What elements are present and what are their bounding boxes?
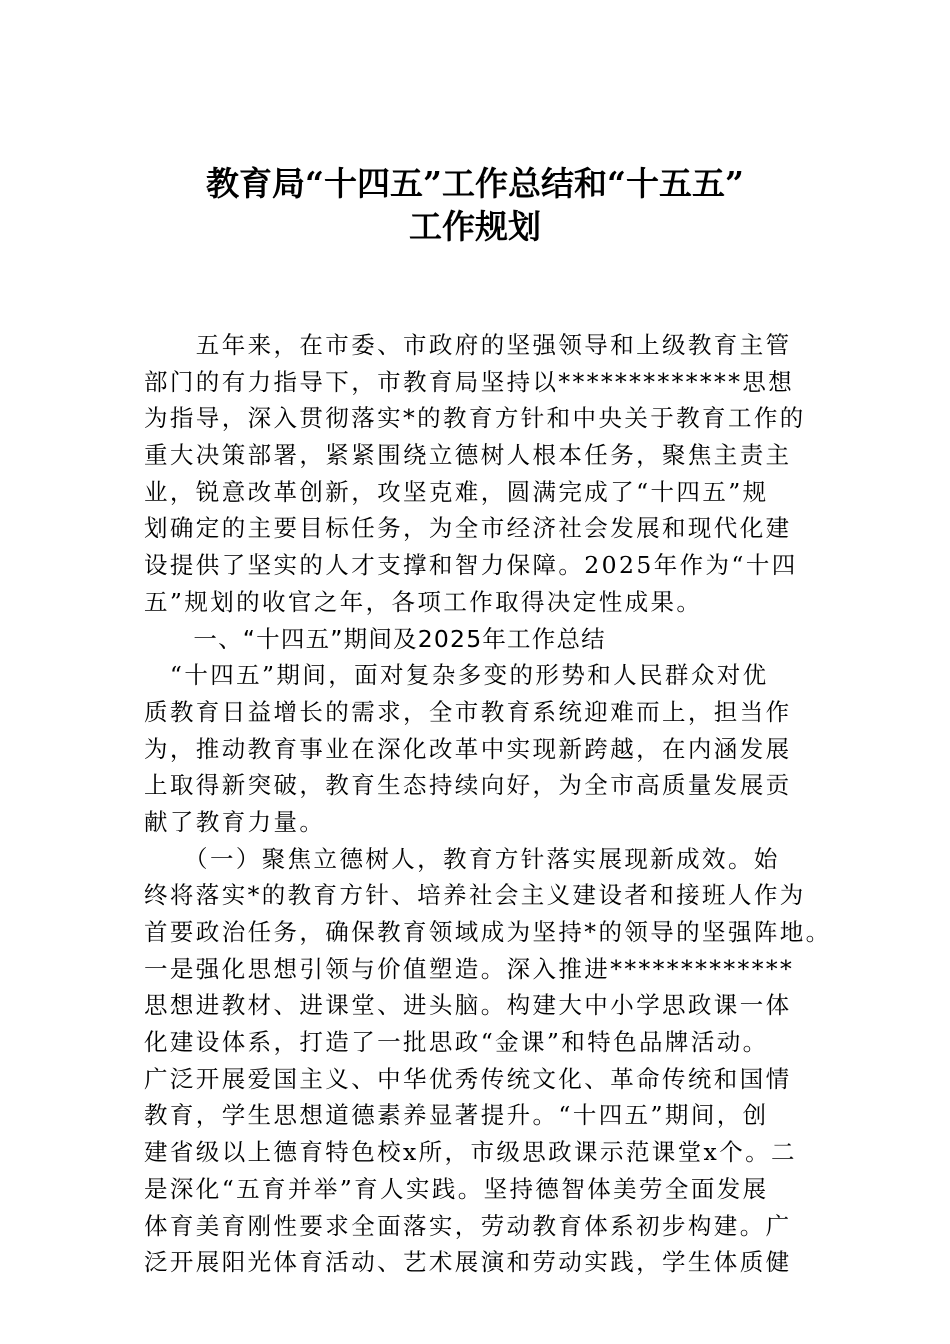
body-line: 划确定的主要目标任务，为全市经济社会发展和现代化建 [144, 514, 792, 543]
body-line: 思想进教材、进课堂、进头脑。构建大中小学思政课一体 [144, 991, 792, 1020]
document-title-line-1: 教育局“十四五”工作总结和“十五五” [206, 164, 744, 203]
body-line: 化建设体系，打造了一批思政“金课”和特色品牌活动。 [144, 1028, 769, 1057]
document-body [144, 327, 844, 1281]
body-line: 终将落实*的教育方针、培养社会主义建设者和接班人作为 [144, 881, 806, 910]
body-line: 一是强化思想引领与价值塑造。深入推进************* [144, 954, 795, 983]
body-line: 献了教育力量。 [144, 807, 326, 836]
document-title-line-2: 工作规划 [409, 207, 541, 246]
section-heading: 一、“十四五”期间及2025年工作总结 [144, 624, 606, 653]
body-line: 重大决策部署，紧紧围绕立德树人根本任务，聚焦主责主 [144, 441, 792, 470]
body-line: 业，锐意改革创新，攻坚克难，圆满完成了“十四五”规 [144, 477, 769, 506]
body-line: 设提供了坚实的人才支撑和智力保障。2025年作为“十四 [144, 551, 798, 580]
body-line: 五年来，在市委、市政府的坚强领导和上级教育主管 [144, 331, 792, 359]
body-line: 是深化“五育并举”育人实践。坚持德智体美劳全面发展 [144, 1174, 769, 1203]
body-line: 质教育日益增长的需求，全市教育系统迎难而上，担当作 [144, 697, 792, 726]
body-line: 上取得新突破，教育生态持续向好，为全市高质量发展贡 [144, 771, 792, 800]
body-line: 部门的有力指导下，市教育局坚持以*************思想 [144, 367, 795, 396]
body-line: 为，推动教育事业在深化改革中实现新跨越，在内涵发展 [144, 734, 792, 763]
body-line: 教育，学生思想道德素养显著提升。“十四五”期间，创 [144, 1101, 769, 1130]
body-line: 首要政治任务，确保教育领域成为坚持*的领导的坚强阵地。 [144, 918, 832, 946]
body-line: 广泛开展爱国主义、中华优秀传统文化、革命传统和国情 [144, 1064, 792, 1093]
body-line: 为指导，深入贯彻落实*的教育方针和中央关于教育工作的 [144, 404, 806, 433]
body-line: 五”规划的收官之年，各项工作取得决定性成果。 [144, 587, 703, 616]
body-line: （一）聚焦立德树人，教育方针落实展现新成效。始 [144, 844, 780, 873]
body-line: 体育美育刚性要求全面落实，劳动教育体系初步构建。广 [144, 1211, 792, 1240]
body-line: 泛开展阳光体育活动、艺术展演和劳动实践，学生体质健 [144, 1248, 792, 1277]
body-line: 建省级以上德育特色校x所，市级思政课示范课堂x个。二 [144, 1138, 797, 1167]
body-line: “十四五”期间，面对复杂多变的形势和人民群众对优 [144, 661, 769, 690]
